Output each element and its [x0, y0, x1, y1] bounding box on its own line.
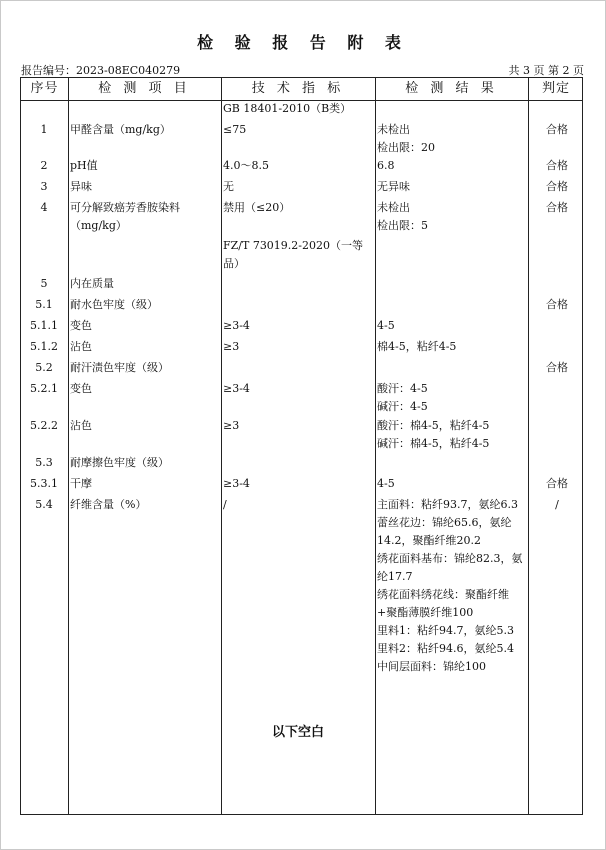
cell-spec: FZ/T 73019.2-2020（一等品） — [223, 239, 364, 270]
page-title: 检 验 报 告 附 表 — [197, 33, 409, 52]
cell-spec: ≤75 — [223, 123, 247, 136]
cell-judge: 合格 — [546, 361, 568, 374]
cell-seq: 5.1 — [35, 298, 53, 311]
cell-seq: 5.2.2 — [30, 419, 58, 432]
cell-seq: 5.1.2 — [30, 340, 58, 353]
cell-seq: 5.3 — [35, 456, 53, 469]
cell-result: 6.8 — [377, 159, 395, 172]
cell-judge: 合格 — [546, 159, 568, 172]
cell-judge: 合格 — [546, 180, 568, 193]
cell-result: 酸汗：棉4-5，粘纤4-5 碱汗：棉4-5，粘纤4-5 — [377, 419, 490, 450]
cell-result: 4-5 — [377, 319, 395, 332]
cell-seq: 5.3.1 — [30, 477, 58, 490]
cell-spec: ≥3-4 — [223, 382, 250, 395]
header-judge: 判定 — [541, 81, 570, 96]
cell-item: 沾色 — [70, 419, 92, 432]
cell-judge: 合格 — [546, 123, 568, 136]
cell-item: 耐汗渍色牢度（级） — [70, 361, 169, 374]
cell-item: 变色 — [70, 319, 92, 332]
cell-seq: 5 — [40, 277, 48, 290]
header-item: 检 测 项 目 — [98, 81, 191, 96]
cell-spec: 4.0～8.5 — [223, 159, 269, 172]
column-divider — [221, 78, 222, 814]
column-divider — [68, 78, 69, 814]
column-divider — [375, 78, 376, 814]
cell-spec: 无 — [223, 180, 234, 193]
cell-result: 棉4-5，粘纤4-5 — [377, 340, 457, 353]
cell-seq: 2 — [40, 159, 48, 172]
cell-seq: 1 — [40, 123, 48, 136]
cell-item: 内在质量 — [70, 277, 114, 290]
header-result: 检 测 结 果 — [405, 81, 498, 96]
cell-spec: ≥3-4 — [223, 477, 250, 490]
cell-seq: 5.2 — [35, 361, 53, 374]
cell-spec: 禁用（≤20） — [223, 201, 291, 214]
cell-item: 干摩 — [70, 477, 92, 490]
cell-result: 酸汗：4-5 碱汗：4-5 — [377, 382, 428, 413]
cell-item: 纤维含量（%） — [70, 498, 147, 511]
cell-spec: ≥3 — [223, 340, 240, 353]
cell-judge: 合格 — [546, 201, 568, 214]
report-number: 报告编号：2023-08EC040279 — [21, 64, 181, 77]
cell-item: pH值 — [70, 159, 98, 172]
cell-result: 未检出 检出限：5 — [377, 201, 428, 232]
cell-seq: 5.2.1 — [30, 382, 58, 395]
cell-judge: 合格 — [546, 298, 568, 311]
page-info: 共 3 页 第 2 页 — [508, 64, 584, 77]
cell-result: 无异味 — [377, 180, 410, 193]
cell-seq: 5.4 — [35, 498, 53, 511]
cell-item: 可分解致癌芳香胺染料（mg/kg） — [70, 201, 180, 232]
cell-seq: 4 — [40, 201, 48, 214]
cell-item: 沾色 — [70, 340, 92, 353]
header-spec: 技 术 指 标 — [251, 81, 345, 96]
header-seq: 序号 — [30, 81, 59, 96]
results-table — [20, 77, 583, 815]
cell-result: 未检出 检出限：20 — [377, 123, 435, 154]
cell-spec: ≥3-4 — [223, 319, 250, 332]
cell-item: 耐水色牢度（级） — [70, 298, 158, 311]
cell-judge: / — [555, 498, 559, 511]
cell-item: 甲醛含量（mg/kg） — [70, 123, 171, 136]
cell-spec: ≥3 — [223, 419, 240, 432]
cell-spec: / — [223, 498, 227, 511]
cell-judge: 合格 — [546, 477, 568, 490]
cell-item: 耐摩擦色牢度（级） — [70, 456, 169, 469]
cell-result: 4-5 — [377, 477, 395, 490]
blank-note: 以下空白 — [271, 725, 324, 740]
cell-spec: GB 18401-2010（B类） — [223, 102, 352, 115]
cell-seq: 5.1.1 — [30, 319, 58, 332]
cell-item: 变色 — [70, 382, 92, 395]
cell-result: 主面料：粘纤93.7，氨纶6.3 蕾丝花边：锦纶65.6，氨纶14.2，聚酯纤维20.2 绣花面料基布：锦纶82.3，氨纶17.7 绣花面料绣花线：聚酯纤维+聚酯薄膜纤维100 里料1：粘纤94.7，氨纶5.3 里料2：粘纤94.6，氨纶5.4 中间层面料：锦纶100 — [377, 498, 523, 673]
cell-seq: 3 — [40, 180, 48, 193]
cell-item: 异味 — [70, 180, 92, 193]
